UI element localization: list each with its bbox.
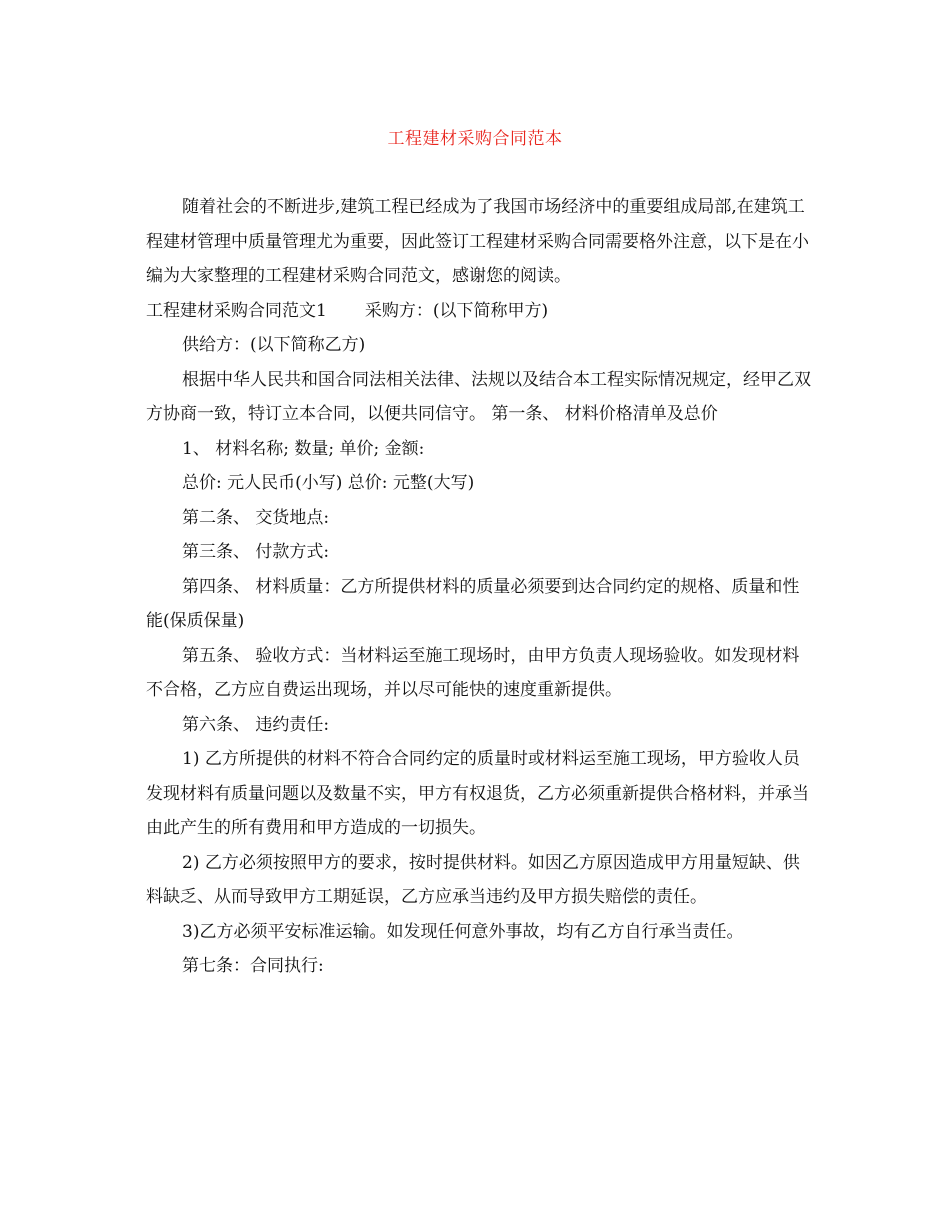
liability-item-2: 2) 乙方必须按照甲方的要求，按时提供材料。如因乙方原因造成甲方用量短缺、供料缺乏、从而导致甲方工期延误，乙方应承当违约及甲方损失赔偿的责任。 <box>146 852 800 907</box>
liability-item-3: 3)乙方必须平安标准运输。如发现任何意外事故，均有乙方自行承当责任。 <box>182 921 744 942</box>
intro-paragraph: 随着社会的不断进步,建筑工程已经成为了我国市场经济中的重要组成局部,在建筑工程建材管理中质量管理尤为重要，因此签订工程建材采购合同需要格外注意，以下是在小编为大家整理的工程建材采购合同范文，感谢您的阅读。 <box>146 197 809 286</box>
sample-heading: 工程建材采购合同范文1 <box>146 300 327 321</box>
document-body <box>146 190 816 984</box>
preamble-paragraph: 根据中华人民共和国合同法相关法律、法规以及结合本工程实际情况规定，经甲乙双方协商一致，特订立本合同，以便共同信守。 第一条、 材料价格清单及总价 <box>146 369 811 424</box>
buyer-line: 采购方：(以下简称甲方) <box>364 300 549 321</box>
article-7: 第七条：合同执行: <box>182 956 324 976</box>
supplier-line: 供给方：(以下简称乙方) <box>182 335 366 355</box>
document-title: 工程建材采购合同范本 <box>387 129 563 149</box>
article-5: 第五条、 验收方式：当材料运至施工现场时，由甲方负责人现场验收。如发现材料不合格，乙方应自费运出现场，并以尽可能快的速度重新提供。 <box>146 645 800 700</box>
sample-heading-line <box>146 294 816 329</box>
article-4: 第四条、 材料质量：乙方所提供材料的质量必须要到达合同约定的规格、质量和性能(保质保量) <box>146 576 800 631</box>
materials-line: 1、 材料名称; 数量; 单价; 金额: <box>182 438 425 459</box>
total-price-line: 总价: 元人民币(小写) 总价: 元整(大写) <box>182 473 475 493</box>
article-6: 第六条、 违约责任: <box>182 714 330 735</box>
article-2: 第二条、 交货地点: <box>182 507 330 528</box>
article-3: 第三条、 付款方式: <box>182 542 330 562</box>
liability-item-1: 1) 乙方所提供的材料不符合合同约定的质量时或材料运至施工现场，甲方验收人员发现材料有质量问题以及数量不实，甲方有权退货，乙方必须重新提供合格材料，并承当由此产生的所有费用和甲方造成的一切损失。 <box>146 749 809 838</box>
